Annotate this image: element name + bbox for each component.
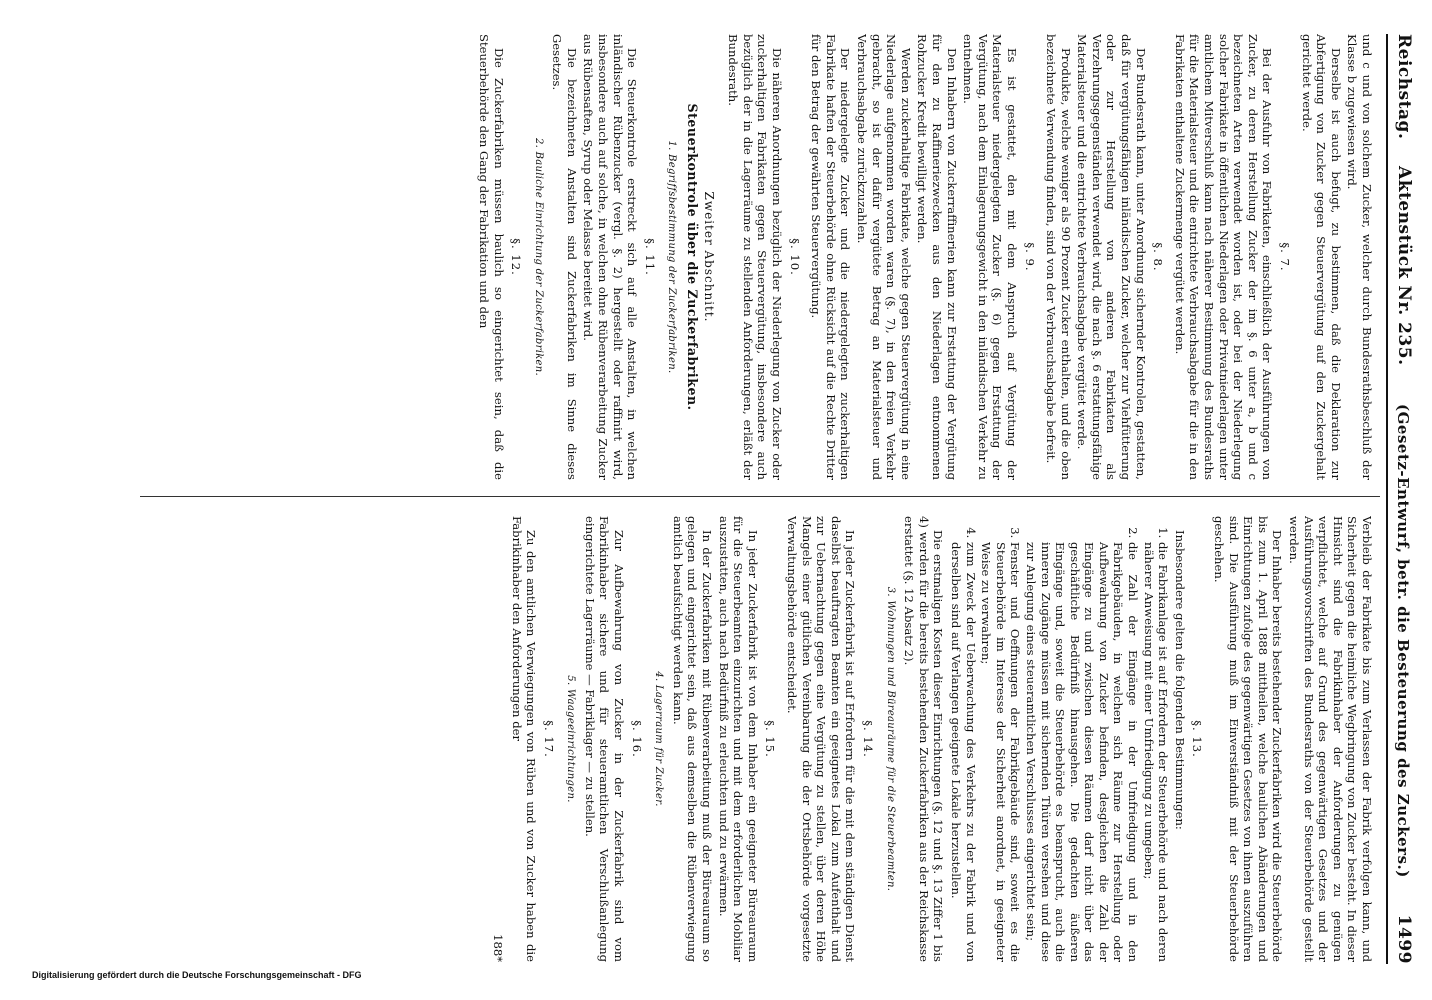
paragraph: Bei der Ausfuhr von Fabrikaten, einschließlich der Ausführungen von Zucker, zu deren Herstellung Zucker der im §. 6 unter a, b und c bezeichneten Arten verwendet worden ist, oder bei der Niederlegung solcher Fabrikate in öffentlichen Niederlagen oder Privatniederlagen unter amtlichem Mitverschluß kann nach näherer Bestimmung des Bundesraths für die Materialsteuer und die entrichtete Verbrauchsabgabe für die in den Fabrikaten enthaltene Zuckermenge vergütet werden. bbox=[1172, 34, 1275, 480]
paragraph: Zu den amtlichen Verwiegungen von Rüben und von Zucker haben die Fabrikinhaber den Anforderungen der bbox=[509, 516, 539, 962]
list-item: 2. die Zahl der Eingänge in der Umfriedigung und in den Fabrikgebäuden, in welchen sich Räume zur Herstellung oder Aufbewahrung von Zucker befinden, desgleichen die Zahl der Eingänge zu und zwischen diesen Räumen darf nicht über das geschäftliche Bedürfniß hinausgehen. Die gedachten äußeren Eingänge und, soweit die Steuerbehörde es beansprucht, auch die inneren Zugänge müssen mit sichernden Thüren versehen und diese zur Anlegung eines steueramtlichen Verschlusses eingerichtet sein; bbox=[1023, 542, 1140, 962]
section-heading: §. 11. bbox=[642, 238, 657, 276]
paragraph: Produkte, welche weniger als 90 Prozent Zucker enthalten, und die oben bezeichnete Verwendung finden, sind von der Verbrauchsabgabe befreit. bbox=[1044, 34, 1073, 480]
dfg-note-strip bbox=[32, 970, 1392, 998]
paragraph: In der Zuckerfabriken mit Rübenverarbeitung muß der Büreauraum so gelegen und eingerichtet sein, daß aus demselben die Rübenverwiegung amtlich beaufsichtigt werden kann. bbox=[670, 516, 715, 962]
paragraph: Zur Aufbewahrung von Zucker in der Zuckerfabrik sind vom Fabrikinhaber sichere und für steueramtlichen Verschlußanlegung eingerichtete Lagerräume — Fabriklager — zu stellen. bbox=[582, 516, 627, 962]
page-number: 1499 bbox=[1394, 914, 1414, 964]
paragraph: Verbleib der Fabrikate bis zum Verlassen der Fabrik verfolgen kann, und Sicherheit gegen die heimliche Wegbringung von Zucker besteht. In dieser Hinsicht sind die Fabrikinhaber der Anforderungen zu genügen verpflichtet, welche auf Grund des gegenwärtigen Gesetzes und der Ausführungsvorschriften des Bundesraths von der Steuerbehörde gestellt werden. bbox=[1287, 516, 1374, 962]
subheading: 1. Begriffsbestimmung der Zuckerfabriken. bbox=[666, 140, 678, 374]
paragraph: Die näheren Anordnungen bezüglich der Niederlegung von Zucker oder zuckerhaltigen Fabrikaten gegen Steuervergütung, insbesondere auch bezüglich der in die Lagerräume zu stellenden Anforderungen, erläßt der Bundesrath. bbox=[726, 34, 785, 480]
running-header bbox=[1386, 34, 1432, 964]
subheading: 4. Lagerraum für Zucker. bbox=[653, 671, 665, 807]
subheading: 2. Bauliche Einrichtung der Zuckerfabriken. bbox=[532, 137, 544, 376]
header-rule bbox=[1386, 34, 1388, 964]
section-heading: §. 8. bbox=[1151, 242, 1166, 272]
dfg-note: Digitalisierung gefördert durch die Deutsche Forschungsgemeinschaft - DFG bbox=[32, 970, 362, 980]
section-heading: §. 7. bbox=[1278, 242, 1293, 272]
list-item: 1. die Fabrikanlage ist auf Erfordern der Steuerbehörde und nach deren näherer Anweisung mit einer Umfriedigung zu umgeben; bbox=[1141, 542, 1170, 962]
paragraph: Der Inhaber bereits bestehender Zuckerfabriken wird die Steuerbehörde bis zum 1. April 1888 mittheilen, welche baulichen Abänderungen und Einrichtungen zufolge des gegenwärtigen Gesetzes von ihnen auszuführen sind. Die Ausführung muß im Einverständniß mit der Steuerbehörde geschehen. bbox=[1212, 516, 1285, 962]
paragraph: In jeder Zuckerfabrik ist auf Erfordern für die mit dem ständigen Dienst daselbst beauftragten Beamten ein geeignetes Lokal zum Aufenthalt und zur Uebernachtung gegen eine Vergütung zu stellen, über deren Höhe Mangels einer gütlichen Vereinbarung die der Ortsbehörde vorgesetzte Verwaltungsbehörde entscheidet. bbox=[785, 516, 858, 962]
section-heading: §. 15. bbox=[763, 720, 778, 758]
part-title: Steuerkontrole über die Zuckerfabriken. bbox=[685, 103, 701, 411]
section-heading: §. 9. bbox=[1022, 242, 1037, 272]
header-doc-number: Aktenstück Nr. 235. bbox=[1394, 166, 1414, 366]
paragraph: Die erstmaligen Kosten dieser Einrichtungen (§. 12 und §. 13 Ziffer 1 bis 4) werden für die bereits bestehenden Zuckerfabriken aus der Reichskasse erstattet (§. 12 Absatz 2). bbox=[902, 516, 946, 962]
section-heading: §. 14. bbox=[861, 720, 875, 758]
right-column bbox=[124, 516, 1374, 962]
paragraph: Es ist gestattet, den mit dem Anspruch auf Vergütung der Materialsteuer niedergelegten Zucker (§. 6) gegen Erstattung der Vergütung, nach dem Einlagerungsgewicht in den inländischen Verkehr zu entnehmen. bbox=[961, 34, 1019, 480]
paragraph: Derselbe ist auch befugt, zu bestimmen, daß die Deklaration zur Abfertigung von Zucker gegen Steuervergütung auf den Zuckergehalt gerichtet werde. bbox=[1299, 34, 1343, 480]
section-heading: §. 17. bbox=[541, 720, 556, 758]
header-title: (Gesetz-Entwurf, betr. die Besteuerung des Zuckers.) bbox=[1394, 404, 1412, 878]
paragraph: Die Steuerkontrole erstreckt sich auf alle Anstalten, in welchen inländischer Rübenzucker (vergl. §. 2) hergestellt oder raffinirt wird, insbesondere auch auf solche, in welchen ohne Rübenverarbeitung Zucker aus Rübensaften, Syrup oder Melasse bereitet wird. bbox=[581, 34, 640, 480]
section-heading: §. 13. bbox=[1190, 720, 1205, 758]
column-divider bbox=[140, 496, 1380, 497]
paragraph: Der niedergelegte Zucker und die niedergelegten zuckerhaltigen Fabrikate haften der Steuerbehörde ohne Rücksicht auf die Rechte Dritter für den Betrag der gewährten Steuervergütung. bbox=[809, 34, 853, 480]
paragraph: Insbesondere gelten die folgenden Bestimmungen: bbox=[1172, 530, 1187, 830]
paragraph: und c und von solchem Zucker, welcher durch Bundesrathsbeschluß der Klasse b zugewiesen wird. bbox=[1345, 34, 1374, 480]
header-left: Reichstag. bbox=[1394, 34, 1414, 140]
section-heading: §. 10. bbox=[787, 238, 802, 276]
section-heading: §. 16. bbox=[629, 720, 644, 758]
paragraph: Werden zuckerhaltige Fabrikate, welche gegen Steuervergütung in eine Niederlage aufgenommen worden waren (§. 7), in den freien Verkehr gebracht, so ist der dafür vergütete Betrag an Materialsteuer und Verbrauchsabgabe zurückzuzahlen. bbox=[855, 34, 913, 480]
list-item: 4. zum Zweck der Ueberwachung des Verkehrs zu der Fabrik und von derselben sind auf Verlangen geeignete Lokale herzustellen. bbox=[948, 542, 977, 962]
paragraph: Den Inhabern von Zuckerraffinerien kann zur Erstattung der Vergütung für den zu Raffineriezwecken aus den Niederlagen entnommenen Rohzucker Kredit bewilligt werden. bbox=[915, 34, 959, 480]
numbered-list bbox=[948, 516, 1170, 962]
paragraph: Der Bundesrath kann, unter Anordnung sichernder Kontrolen, gestatten, daß für vergütungsfähigen inländischen Zucker, welcher zur Viehfütterung oder zur Herstellung von anderen Fabrikaten als Verzehrungsgegenständen verwendet wird, die nach §. 6 erstattungsfähige Materialsteuer und die entrichtete Verbrauchsabgabe vergütet werde. bbox=[1075, 34, 1148, 480]
part-label: Zweiter Abschnitt. bbox=[701, 191, 716, 323]
paragraph: Die Zuckerfabriken müssen baulich so eingerichtet sein, daß die Steuerbehörde den Gang der Fabrikation und den bbox=[476, 34, 506, 480]
signature-mark: 188* bbox=[490, 934, 505, 962]
list-item: 3. Fenster und Oeffnungen der Fabrikgebäude sind, soweit es die Steuerbehörde im Interesse der Sicherheit anordnet, in geeigneter Weise zu verwahren; bbox=[979, 542, 1023, 962]
paragraph: Die bezeichneten Anstalten sind Zuckerfabriken im Sinne dieses Gesetzes. bbox=[550, 34, 579, 480]
subheading: 5. Waageeinrichtungen. bbox=[565, 675, 577, 803]
paragraph: In jeder Zuckerfabrik ist von dem Inhaber ein geeigneter Büreauraum für die Steuerbeamten einzurichten und mit dem erforderlichen Mobiliar auszustatten, auch nach Bedürfniß zu erleuchten und zu erwärmen. bbox=[716, 516, 760, 962]
left-column bbox=[124, 34, 1374, 480]
subheading: 3. Wohnungen und Büreauräume für die Steuerbeamten. bbox=[884, 586, 896, 892]
section-heading: §. 12. bbox=[509, 238, 524, 276]
